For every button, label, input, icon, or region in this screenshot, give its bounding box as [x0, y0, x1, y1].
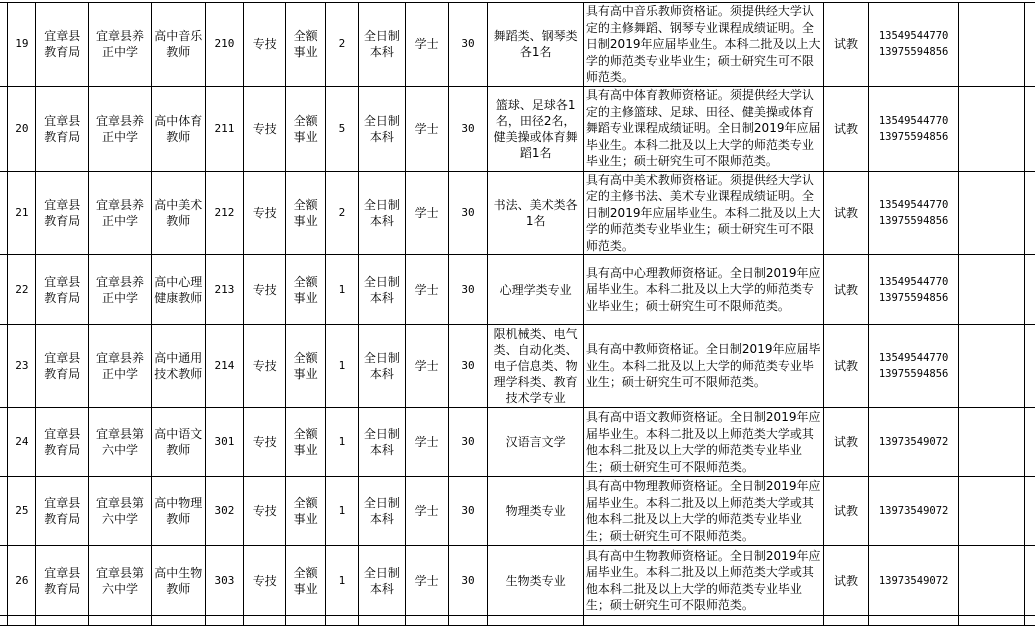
requirements: 具有高中音乐教师资格证。须提供经大学认定的主修舞蹈、钢琴专业课程成绩证明。全日制2019年应届毕业生。本科二批及以上大学的师范类专业毕业生；硕士研究生可不限师范类。	[583, 3, 823, 87]
education: 全日制本科	[358, 255, 405, 325]
post-type: 专技	[244, 325, 286, 408]
notes	[958, 477, 1025, 546]
department: 宜章县教育局	[36, 477, 89, 546]
age-limit: 30	[448, 171, 488, 255]
row-number: 22	[8, 255, 36, 325]
degree: 学士	[405, 86, 448, 171]
department: 宜章县教育局	[36, 3, 89, 87]
requirements: 具有高中美术教师资格证。须提供经大学认定的主修书法、美术专业课程成绩证明。全日制2019年应届毕业生。本科二批及以上大学的师范类专业毕业生；硕士研究生可不限师范类。	[583, 171, 823, 255]
school: 宜章县第六中学	[89, 477, 152, 546]
headcount: 2	[326, 3, 359, 87]
empty-cell	[151, 616, 205, 626]
degree: 学士	[405, 325, 448, 408]
row-edge-right	[1025, 255, 1035, 325]
major: 限机械类、电气类、自动化类、电子信息类、物理学科类、教育技术学专业	[488, 325, 584, 408]
post-type: 专技	[244, 171, 286, 255]
headcount: 1	[326, 408, 359, 477]
empty-cell	[0, 616, 8, 626]
department: 宜章县教育局	[36, 171, 89, 255]
empty-cell	[448, 616, 488, 626]
post-name: 高中语文教师	[151, 408, 205, 477]
major: 舞蹈类、钢琴类各1名	[488, 3, 584, 87]
phone-number: 13973549072	[878, 574, 949, 587]
row-edge-right	[1025, 477, 1035, 546]
table-row	[0, 255, 1035, 325]
school: 宜章县养正中学	[89, 86, 152, 171]
headcount: 5	[326, 86, 359, 171]
row-edge-right	[1025, 171, 1035, 255]
requirements: 具有高中体育教师资格证。须提供经大学认定的主修篮球、足球、田径、健美操或体育舞蹈专业课程成绩证明。全日制2019年应届毕业生。本科二批及以上大学的师范类专业毕业生；硕士研究生可不限师范类。	[583, 86, 823, 171]
post-code: 211	[205, 86, 244, 171]
funding-type: 全额事业	[286, 325, 326, 408]
degree: 学士	[405, 546, 448, 616]
funding-type: 全额事业	[286, 255, 326, 325]
row-edge-right	[1025, 3, 1035, 87]
school: 宜章县养正中学	[89, 255, 152, 325]
age-limit: 30	[448, 255, 488, 325]
education: 全日制本科	[358, 546, 405, 616]
post-type: 专技	[244, 408, 286, 477]
phone-number: 13549544770	[878, 352, 949, 364]
headcount: 1	[326, 477, 359, 546]
row-edge	[0, 171, 8, 255]
contact-phone	[869, 477, 958, 546]
notes	[958, 171, 1025, 255]
department: 宜章县教育局	[36, 546, 89, 616]
requirements: 具有高中心理教师资格证。全日制2019年应届毕业生。本科二批及以上大学的师范类专业毕业生；硕士研究生可不限师范类。	[583, 255, 823, 325]
row-edge-right	[1025, 325, 1035, 408]
row-edge	[0, 546, 8, 616]
department: 宜章县教育局	[36, 408, 89, 477]
post-code: 214	[205, 325, 244, 408]
post-code: 212	[205, 171, 244, 255]
post-type: 专技	[244, 546, 286, 616]
post-name: 高中生物教师	[151, 546, 205, 616]
major: 物理类专业	[488, 477, 584, 546]
phone-number: 13975594856	[878, 46, 949, 59]
post-name: 高中通用技术教师	[151, 325, 205, 408]
empty-cell	[405, 616, 448, 626]
table-row	[0, 3, 1035, 87]
phone-number: 13549544770	[878, 30, 949, 43]
row-edge	[0, 477, 8, 546]
post-name: 高中美术教师	[151, 171, 205, 255]
phone-number: 13549544770	[878, 275, 949, 288]
empty-cell	[958, 616, 1025, 626]
row-edge	[0, 255, 8, 325]
row-number: 25	[8, 477, 36, 546]
post-type: 专技	[244, 86, 286, 171]
exam-type: 试教	[823, 3, 869, 87]
row-number: 20	[8, 86, 36, 171]
empty-cell	[89, 616, 152, 626]
row-number: 21	[8, 171, 36, 255]
empty-cell	[36, 616, 89, 626]
post-type: 专技	[244, 477, 286, 546]
school: 宜章县第六中学	[89, 546, 152, 616]
phone-number: 13549544770	[878, 114, 949, 127]
post-type: 专技	[244, 3, 286, 87]
row-edge-right	[1025, 86, 1035, 171]
table-row	[0, 408, 1035, 477]
school: 宜章县养正中学	[89, 3, 152, 87]
exam-type: 试教	[823, 171, 869, 255]
contact-phone	[869, 171, 958, 255]
empty-cell	[488, 616, 584, 626]
requirements: 具有高中生物教师资格证。全日制2019年应届毕业生。本科二批及以上师范类大学或其他本科二批及以上大学的师范类专业毕业生；硕士研究生可不限师范类。	[583, 546, 823, 616]
empty-cell	[8, 616, 36, 626]
funding-type: 全额事业	[286, 408, 326, 477]
empty-cell	[286, 616, 326, 626]
exam-type: 试教	[823, 546, 869, 616]
post-code: 302	[205, 477, 244, 546]
row-number: 19	[8, 3, 36, 87]
contact-phone	[869, 255, 958, 325]
contact-phone	[869, 86, 958, 171]
requirements: 具有高中语文教师资格证。全日制2019年应届毕业生。本科二批及以上师范类大学或其他本科二批及以上大学的师范类专业毕业生；硕士研究生可不限师范类。	[583, 408, 823, 477]
degree: 学士	[405, 255, 448, 325]
age-limit: 30	[448, 477, 488, 546]
post-name: 高中体育教师	[151, 86, 205, 171]
post-code: 303	[205, 546, 244, 616]
school: 宜章县第六中学	[89, 408, 152, 477]
recruitment-table	[0, 2, 1035, 626]
age-limit: 30	[448, 408, 488, 477]
empty-cell	[326, 616, 359, 626]
contact-phone	[869, 546, 958, 616]
major: 心理学类专业	[488, 255, 584, 325]
department: 宜章县教育局	[36, 86, 89, 171]
phone-number: 13975594856	[878, 130, 949, 143]
contact-phone	[869, 325, 958, 408]
notes	[958, 3, 1025, 87]
education: 全日制本科	[358, 86, 405, 171]
funding-type: 全额事业	[286, 546, 326, 616]
exam-type: 试教	[823, 477, 869, 546]
requirements: 具有高中教师资格证。全日制2019年应届毕业生。本科二批及以上大学的师范类专业毕业生；硕士研究生可不限师范类。	[583, 325, 823, 408]
empty-cell	[823, 616, 869, 626]
education: 全日制本科	[358, 171, 405, 255]
degree: 学士	[405, 408, 448, 477]
row-edge-right	[1025, 408, 1035, 477]
major: 篮球、足球各1名，田径2名，健美操或体育舞蹈1名	[488, 86, 584, 171]
department: 宜章县教育局	[36, 325, 89, 408]
row-edge-right	[1025, 546, 1035, 616]
degree: 学士	[405, 477, 448, 546]
row-number: 23	[8, 325, 36, 408]
degree: 学士	[405, 171, 448, 255]
exam-type: 试教	[823, 325, 869, 408]
table-row	[0, 86, 1035, 171]
notes	[958, 325, 1025, 408]
contact-phone	[869, 3, 958, 87]
school: 宜章县养正中学	[89, 325, 152, 408]
phone-number: 13549544770	[878, 198, 949, 211]
empty-cell	[205, 616, 244, 626]
degree: 学士	[405, 3, 448, 87]
school: 宜章县养正中学	[89, 171, 152, 255]
education: 全日制本科	[358, 325, 405, 408]
requirements: 具有高中物理教师资格证。全日制2019年应届毕业生。本科二批及以上师范类大学或其他本科二批及以上大学的师范类专业毕业生；硕士研究生可不限师范类。	[583, 477, 823, 546]
post-type: 专技	[244, 255, 286, 325]
exam-type: 试教	[823, 408, 869, 477]
phone-number: 13973549072	[878, 505, 949, 517]
post-name: 高中心理健康教师	[151, 255, 205, 325]
funding-type: 全额事业	[286, 171, 326, 255]
notes	[958, 86, 1025, 171]
table-row	[0, 477, 1035, 546]
row-number: 24	[8, 408, 36, 477]
row-edge	[0, 325, 8, 408]
department: 宜章县教育局	[36, 255, 89, 325]
row-number: 26	[8, 546, 36, 616]
phone-number: 13975594856	[878, 291, 949, 304]
age-limit: 30	[448, 546, 488, 616]
empty-cell	[358, 616, 405, 626]
table-row-partial	[0, 616, 1035, 626]
exam-type: 试教	[823, 86, 869, 171]
table-row	[0, 546, 1035, 616]
major: 汉语言文学	[488, 408, 584, 477]
post-code: 210	[205, 3, 244, 87]
table-row	[0, 171, 1035, 255]
notes	[958, 255, 1025, 325]
post-code: 213	[205, 255, 244, 325]
headcount: 1	[326, 546, 359, 616]
empty-cell	[583, 616, 823, 626]
empty-cell	[869, 616, 958, 626]
row-edge	[0, 86, 8, 171]
funding-type: 全额事业	[286, 86, 326, 171]
education: 全日制本科	[358, 408, 405, 477]
contact-phone	[869, 408, 958, 477]
education: 全日制本科	[358, 3, 405, 87]
row-edge	[0, 3, 8, 87]
education: 全日制本科	[358, 477, 405, 546]
funding-type: 全额事业	[286, 477, 326, 546]
empty-cell	[244, 616, 286, 626]
headcount: 2	[326, 171, 359, 255]
phone-number: 13975594856	[878, 214, 949, 227]
headcount: 1	[326, 325, 359, 408]
age-limit: 30	[448, 325, 488, 408]
headcount: 1	[326, 255, 359, 325]
post-name: 高中音乐教师	[151, 3, 205, 87]
major: 生物类专业	[488, 546, 584, 616]
age-limit: 30	[448, 86, 488, 171]
exam-type: 试教	[823, 255, 869, 325]
age-limit: 30	[448, 3, 488, 87]
row-edge	[0, 408, 8, 477]
notes	[958, 546, 1025, 616]
funding-type: 全额事业	[286, 3, 326, 87]
major: 书法、美术类各1名	[488, 171, 584, 255]
notes	[958, 408, 1025, 477]
post-code: 301	[205, 408, 244, 477]
empty-cell	[1025, 616, 1035, 626]
table-row	[0, 325, 1035, 408]
post-name: 高中物理教师	[151, 477, 205, 546]
phone-number: 13975594856	[878, 368, 949, 380]
phone-number: 13973549072	[878, 436, 949, 448]
